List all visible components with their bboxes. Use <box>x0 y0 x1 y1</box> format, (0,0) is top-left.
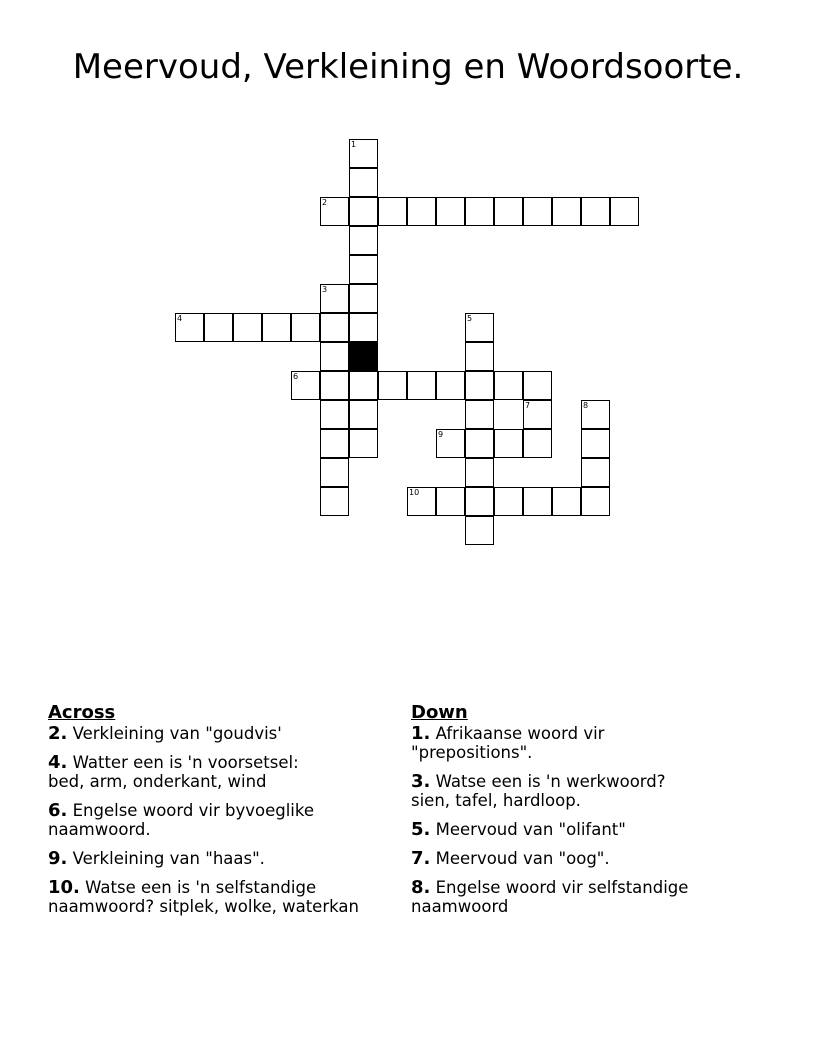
grid-cell[interactable] <box>523 197 552 226</box>
grid-cell[interactable] <box>552 197 581 226</box>
clue-number: 8 <box>583 401 589 410</box>
grid-cell[interactable] <box>436 487 465 516</box>
grid-cell[interactable] <box>581 487 610 516</box>
across-heading: Across <box>48 702 116 723</box>
clue-number: 7 <box>525 401 531 410</box>
across-clue <box>48 878 408 916</box>
across-clue <box>48 849 408 868</box>
grid-cell[interactable] <box>436 429 465 458</box>
grid-cell[interactable] <box>320 284 349 313</box>
grid-cell[interactable] <box>436 371 465 400</box>
clue-num: 9. <box>48 848 68 869</box>
across-clue <box>48 724 408 743</box>
grid-cell[interactable] <box>436 197 465 226</box>
grid-cell[interactable] <box>465 342 494 371</box>
clue-text: Meervoud van "oog". <box>430 849 610 868</box>
clue-number: 1 <box>351 140 357 149</box>
down-clue <box>411 724 751 762</box>
clue-number: 3 <box>322 285 328 294</box>
clue-num: 7. <box>411 848 431 869</box>
down-clue <box>411 772 751 810</box>
grid-cell[interactable] <box>349 168 378 197</box>
grid-cell[interactable] <box>349 255 378 284</box>
across-clue <box>48 801 408 839</box>
grid-cell[interactable] <box>465 371 494 400</box>
grid-cell[interactable] <box>320 400 349 429</box>
grid-cell[interactable] <box>378 197 407 226</box>
clue-text: Watse een is 'n selfstandige naamwoord? sitplek, wolke, waterkan <box>48 878 359 916</box>
grid-cell[interactable] <box>349 139 378 168</box>
clue-text: Verkleining van "haas". <box>67 849 265 868</box>
down-clue <box>411 878 751 916</box>
grid-cell[interactable] <box>523 487 552 516</box>
clue-num: 5. <box>411 819 431 840</box>
clue-text: Afrikaanse woord vir "prepositions". <box>411 724 605 762</box>
clue-num: 3. <box>411 771 431 792</box>
grid-cell[interactable] <box>175 313 204 342</box>
clue-text: Watter een is 'n voorsetsel: bed, arm, onderkant, wind <box>48 753 299 791</box>
down-heading: Down <box>411 702 468 723</box>
grid-cell[interactable] <box>349 429 378 458</box>
clue-number: 2 <box>322 198 328 207</box>
grid-cell[interactable] <box>320 429 349 458</box>
grid-cell[interactable] <box>349 400 378 429</box>
grid-cell[interactable] <box>320 458 349 487</box>
grid-cell[interactable] <box>349 226 378 255</box>
down-clue <box>411 820 751 839</box>
grid-cell[interactable] <box>320 371 349 400</box>
grid-cell[interactable] <box>291 313 320 342</box>
grid-cell[interactable] <box>610 197 639 226</box>
black-square <box>349 342 378 371</box>
grid-cell[interactable] <box>581 197 610 226</box>
clue-number: 5 <box>467 314 473 323</box>
puzzle-title: Meervoud, Verkleining en Woordsoorte. <box>72 47 744 87</box>
grid-cell[interactable] <box>291 371 320 400</box>
grid-cell[interactable] <box>465 313 494 342</box>
grid-cell[interactable] <box>262 313 291 342</box>
clue-text: Verkleining van "goudvis' <box>67 724 282 743</box>
grid-cell[interactable] <box>320 487 349 516</box>
grid-cell[interactable] <box>204 313 233 342</box>
grid-cell[interactable] <box>378 371 407 400</box>
grid-cell[interactable] <box>465 429 494 458</box>
grid-cell[interactable] <box>523 429 552 458</box>
grid-cell[interactable] <box>581 458 610 487</box>
grid-cell[interactable] <box>581 400 610 429</box>
clue-num: 2. <box>48 723 68 744</box>
grid-cell[interactable] <box>523 371 552 400</box>
grid-cell[interactable] <box>320 313 349 342</box>
clue-text: Meervoud van "olifant" <box>430 820 626 839</box>
across-clues <box>48 702 408 926</box>
clue-num: 6. <box>48 800 68 821</box>
grid-cell[interactable] <box>465 487 494 516</box>
clue-text: Engelse woord vir selfstandige naamwoord <box>411 878 689 916</box>
grid-cell[interactable] <box>407 371 436 400</box>
grid-cell[interactable] <box>349 284 378 313</box>
clue-number: 4 <box>177 314 183 323</box>
grid-cell[interactable] <box>349 197 378 226</box>
grid-cell[interactable] <box>465 400 494 429</box>
clue-number: 10 <box>409 488 420 497</box>
clue-num: 8. <box>411 877 431 898</box>
across-clue <box>48 753 408 791</box>
clue-text: Watse een is 'n werkwoord? sien, tafel, hardloop. <box>411 772 666 810</box>
grid-cell[interactable] <box>349 313 378 342</box>
grid-cell[interactable] <box>407 487 436 516</box>
clue-number: 6 <box>293 372 299 381</box>
grid-cell[interactable] <box>552 487 581 516</box>
grid-cell[interactable] <box>407 197 436 226</box>
down-clues <box>411 702 751 926</box>
grid-cell[interactable] <box>465 197 494 226</box>
down-clue-list <box>411 724 751 916</box>
across-clue-list <box>48 724 408 916</box>
down-clue <box>411 849 751 868</box>
grid-cell[interactable] <box>494 429 523 458</box>
clue-number: 9 <box>438 430 444 439</box>
grid-cell[interactable] <box>465 516 494 545</box>
grid-cell[interactable] <box>320 197 349 226</box>
grid-cell[interactable] <box>494 197 523 226</box>
grid-cell[interactable] <box>465 458 494 487</box>
grid-cell[interactable] <box>581 429 610 458</box>
grid-cell[interactable] <box>349 371 378 400</box>
clue-num: 1. <box>411 723 431 744</box>
grid-cell[interactable] <box>233 313 262 342</box>
clue-text: Engelse woord vir byvoeglike naamwoord. <box>48 801 314 839</box>
grid-cell[interactable] <box>494 487 523 516</box>
grid-cell[interactable] <box>320 342 349 371</box>
grid-cell[interactable] <box>523 400 552 429</box>
grid-cell[interactable] <box>494 371 523 400</box>
clue-num: 4. <box>48 752 68 773</box>
clue-num: 10. <box>48 877 80 898</box>
